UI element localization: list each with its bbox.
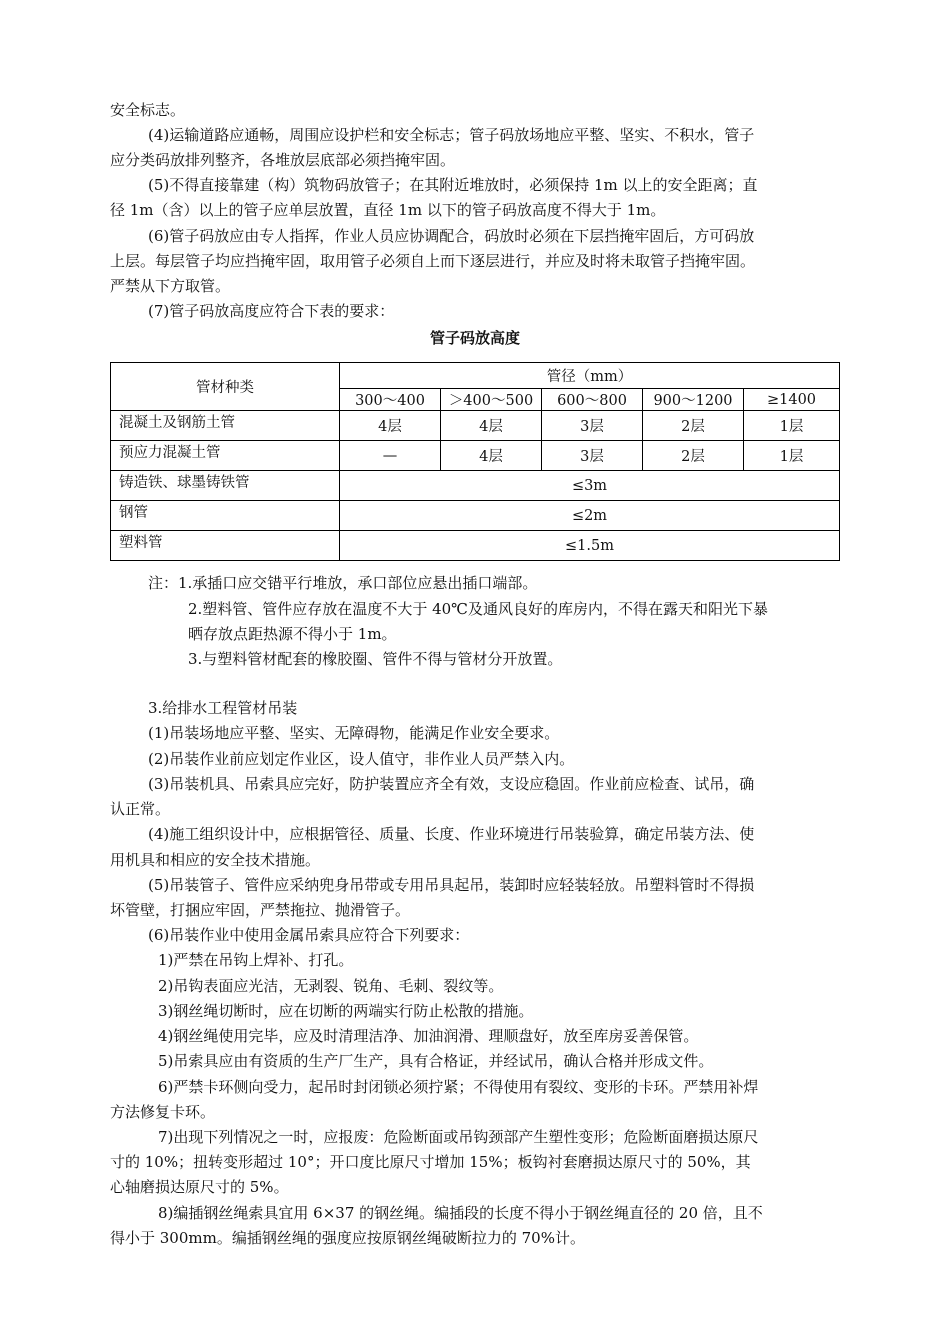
header-col: ≥1400 xyxy=(744,389,840,411)
table-cell-merged: ≤3m xyxy=(340,471,840,501)
table-cell: 1层 xyxy=(744,441,840,471)
header-diameter: 管径（mm） xyxy=(340,363,840,389)
table-cell-merged: ≤1.5m xyxy=(340,531,840,561)
text-line: 4)钢丝绳使用完毕，应及时清理洁净、加油润滑、理顺盘好，放至库房妥善保管。 xyxy=(158,1027,699,1045)
text-line: 8)编插钢丝绳索具宜用 6×37 的钢丝绳。编插段的长度不得小于钢丝绳直径的 20 倍，且不 xyxy=(158,1204,763,1222)
table-cell: 4层 xyxy=(340,411,441,441)
header-pipe-kind: 管材种类 xyxy=(111,363,340,411)
text-line: 上层。每层管子均应挡掩牢固，取用管子必须自上而下逐层进行，并应及时将未取管子挡掩牢固。 xyxy=(110,252,756,270)
table-row xyxy=(111,441,840,471)
text-line: 得小于 300mm。编插钢丝绳的强度应按原钢丝绳破断拉力的 70%计。 xyxy=(110,1229,585,1247)
note-line: 3.与塑料管材配套的橡胶圈、管件不得与管材分开放置。 xyxy=(188,650,563,668)
text-line: 严禁从下方取管。 xyxy=(110,277,231,295)
table-row xyxy=(111,411,840,441)
text-line: 认正常。 xyxy=(110,800,171,818)
text-line: (5)不得直接靠建（构）筑物码放管子；在其附近堆放时，必须保持 1m 以上的安全距离；直 xyxy=(148,176,758,194)
table-row xyxy=(111,501,840,531)
table-row xyxy=(111,471,840,501)
table-row xyxy=(111,531,840,561)
text-line: (7)管子码放高度应符合下表的要求： xyxy=(148,302,395,320)
text-line: 3)钢丝绳切断时，应在切断的两端实行防止松散的措施。 xyxy=(158,1002,534,1020)
text-line: (5)吊装管子、管件应采纳兜身吊带或专用吊具起吊，装卸时应轻装轻放。吊塑料管时不得损 xyxy=(148,876,755,894)
note-line: 晒存放点距热源不得小于 1m。 xyxy=(188,625,397,643)
table-cell: 4层 xyxy=(441,411,542,441)
text-line: 心轴磨损达原尺寸的 5%。 xyxy=(110,1178,289,1196)
table-cell: — xyxy=(340,441,441,471)
text-line: (3)吊装机具、吊索具应完好，防护装置应齐全有效，支设应稳固。作业前应检查、试吊，确 xyxy=(148,775,755,793)
table-title: 管子码放高度 xyxy=(429,329,520,347)
text-line: 用机具和相应的安全技术措施。 xyxy=(110,851,321,869)
table-cell: 2层 xyxy=(643,411,744,441)
text-line: (2)吊装作业前应划定作业区，设人值守，非作业人员严禁入内。 xyxy=(148,750,575,768)
header-col: 600～800 xyxy=(542,389,643,411)
table-cell: 4层 xyxy=(441,441,542,471)
row-kind: 塑料管 xyxy=(111,531,340,561)
text-line: 6)严禁卡环侧向受力，起吊时封闭锁必须拧紧；不得使用有裂纹、变形的卡环。严禁用补焊 xyxy=(158,1078,759,1096)
text-line: (4)施工组织设计中，应根据管径、质量、长度、作业环境进行吊装验算，确定吊装方法、使 xyxy=(148,825,755,843)
text-line: 应分类码放排列整齐，各堆放层底部必须挡掩牢固。 xyxy=(110,151,456,169)
header-col: ＞400～500 xyxy=(441,389,542,411)
table-cell: 2层 xyxy=(643,441,744,471)
table-cell: 1层 xyxy=(744,411,840,441)
header-col: 300～400 xyxy=(340,389,441,411)
row-kind: 钢管 xyxy=(111,501,340,531)
text-line: 坏管壁，打捆应牢固，严禁拖拉、抛滑管子。 xyxy=(110,901,411,919)
text-line: (6)管子码放应由专人指挥，作业人员应协调配合，码放时必须在下层挡掩牢固后，方可码放 xyxy=(148,227,755,245)
section-heading: 3.给排水工程管材吊装 xyxy=(148,699,298,717)
row-kind: 铸造铁、球墨铸铁管 xyxy=(111,471,340,501)
row-kind: 混凝土及钢筋土管 xyxy=(111,411,340,441)
text-line: 径 1m（含）以上的管子应单层放置，直径 1m 以下的管子码放高度不得大于 1m。 xyxy=(110,201,666,219)
text-line: 5)吊索具应由有资质的生产厂生产，具有合格证，并经试吊，确认合格并形成文件。 xyxy=(158,1052,714,1070)
text-line: 1)严禁在吊钩上焊补、打孔。 xyxy=(158,951,354,969)
text-line: (1)吊装场地应平整、坚实、无障碍物，能满足作业安全要求。 xyxy=(148,724,560,742)
text-line: (4)运输道路应通畅，周围应设护栏和安全标志；管子码放场地应平整、坚实、不积水，管子 xyxy=(148,126,755,144)
text-line: 2)吊钩表面应光洁，无剥裂、锐角、毛刺、裂纹等。 xyxy=(158,977,504,995)
text-line: 寸的 10%；扭转变形超过 10°；开口度比原尺寸增加 15%；板钩衬套磨损达原尺寸的 50%，其 xyxy=(110,1153,751,1171)
pipe-stacking-table xyxy=(110,362,840,561)
text-line: 方法修复卡环。 xyxy=(110,1103,216,1121)
text-line: 安全标志。 xyxy=(110,101,186,119)
text-line: (6)吊装作业中使用金属吊索具应符合下列要求： xyxy=(148,926,470,944)
table-cell-merged: ≤2m xyxy=(340,501,840,531)
note-line: 注：1.承插口应交错平行堆放，承口部位应悬出插口端部。 xyxy=(148,574,538,592)
table-cell: 3层 xyxy=(542,411,643,441)
header-col: 900～1200 xyxy=(643,389,744,411)
note-line: 2.塑料管、管件应存放在温度不大于 40℃及通风良好的库房内，不得在露天和阳光下暴 xyxy=(188,600,768,618)
table-cell: 3层 xyxy=(542,441,643,471)
text-line: 7)出现下列情况之一时，应报废：危险断面或吊钩颈部产生塑性变形；危险断面磨损达原尺 xyxy=(158,1128,759,1146)
row-kind: 预应力混凝土管 xyxy=(111,441,340,471)
